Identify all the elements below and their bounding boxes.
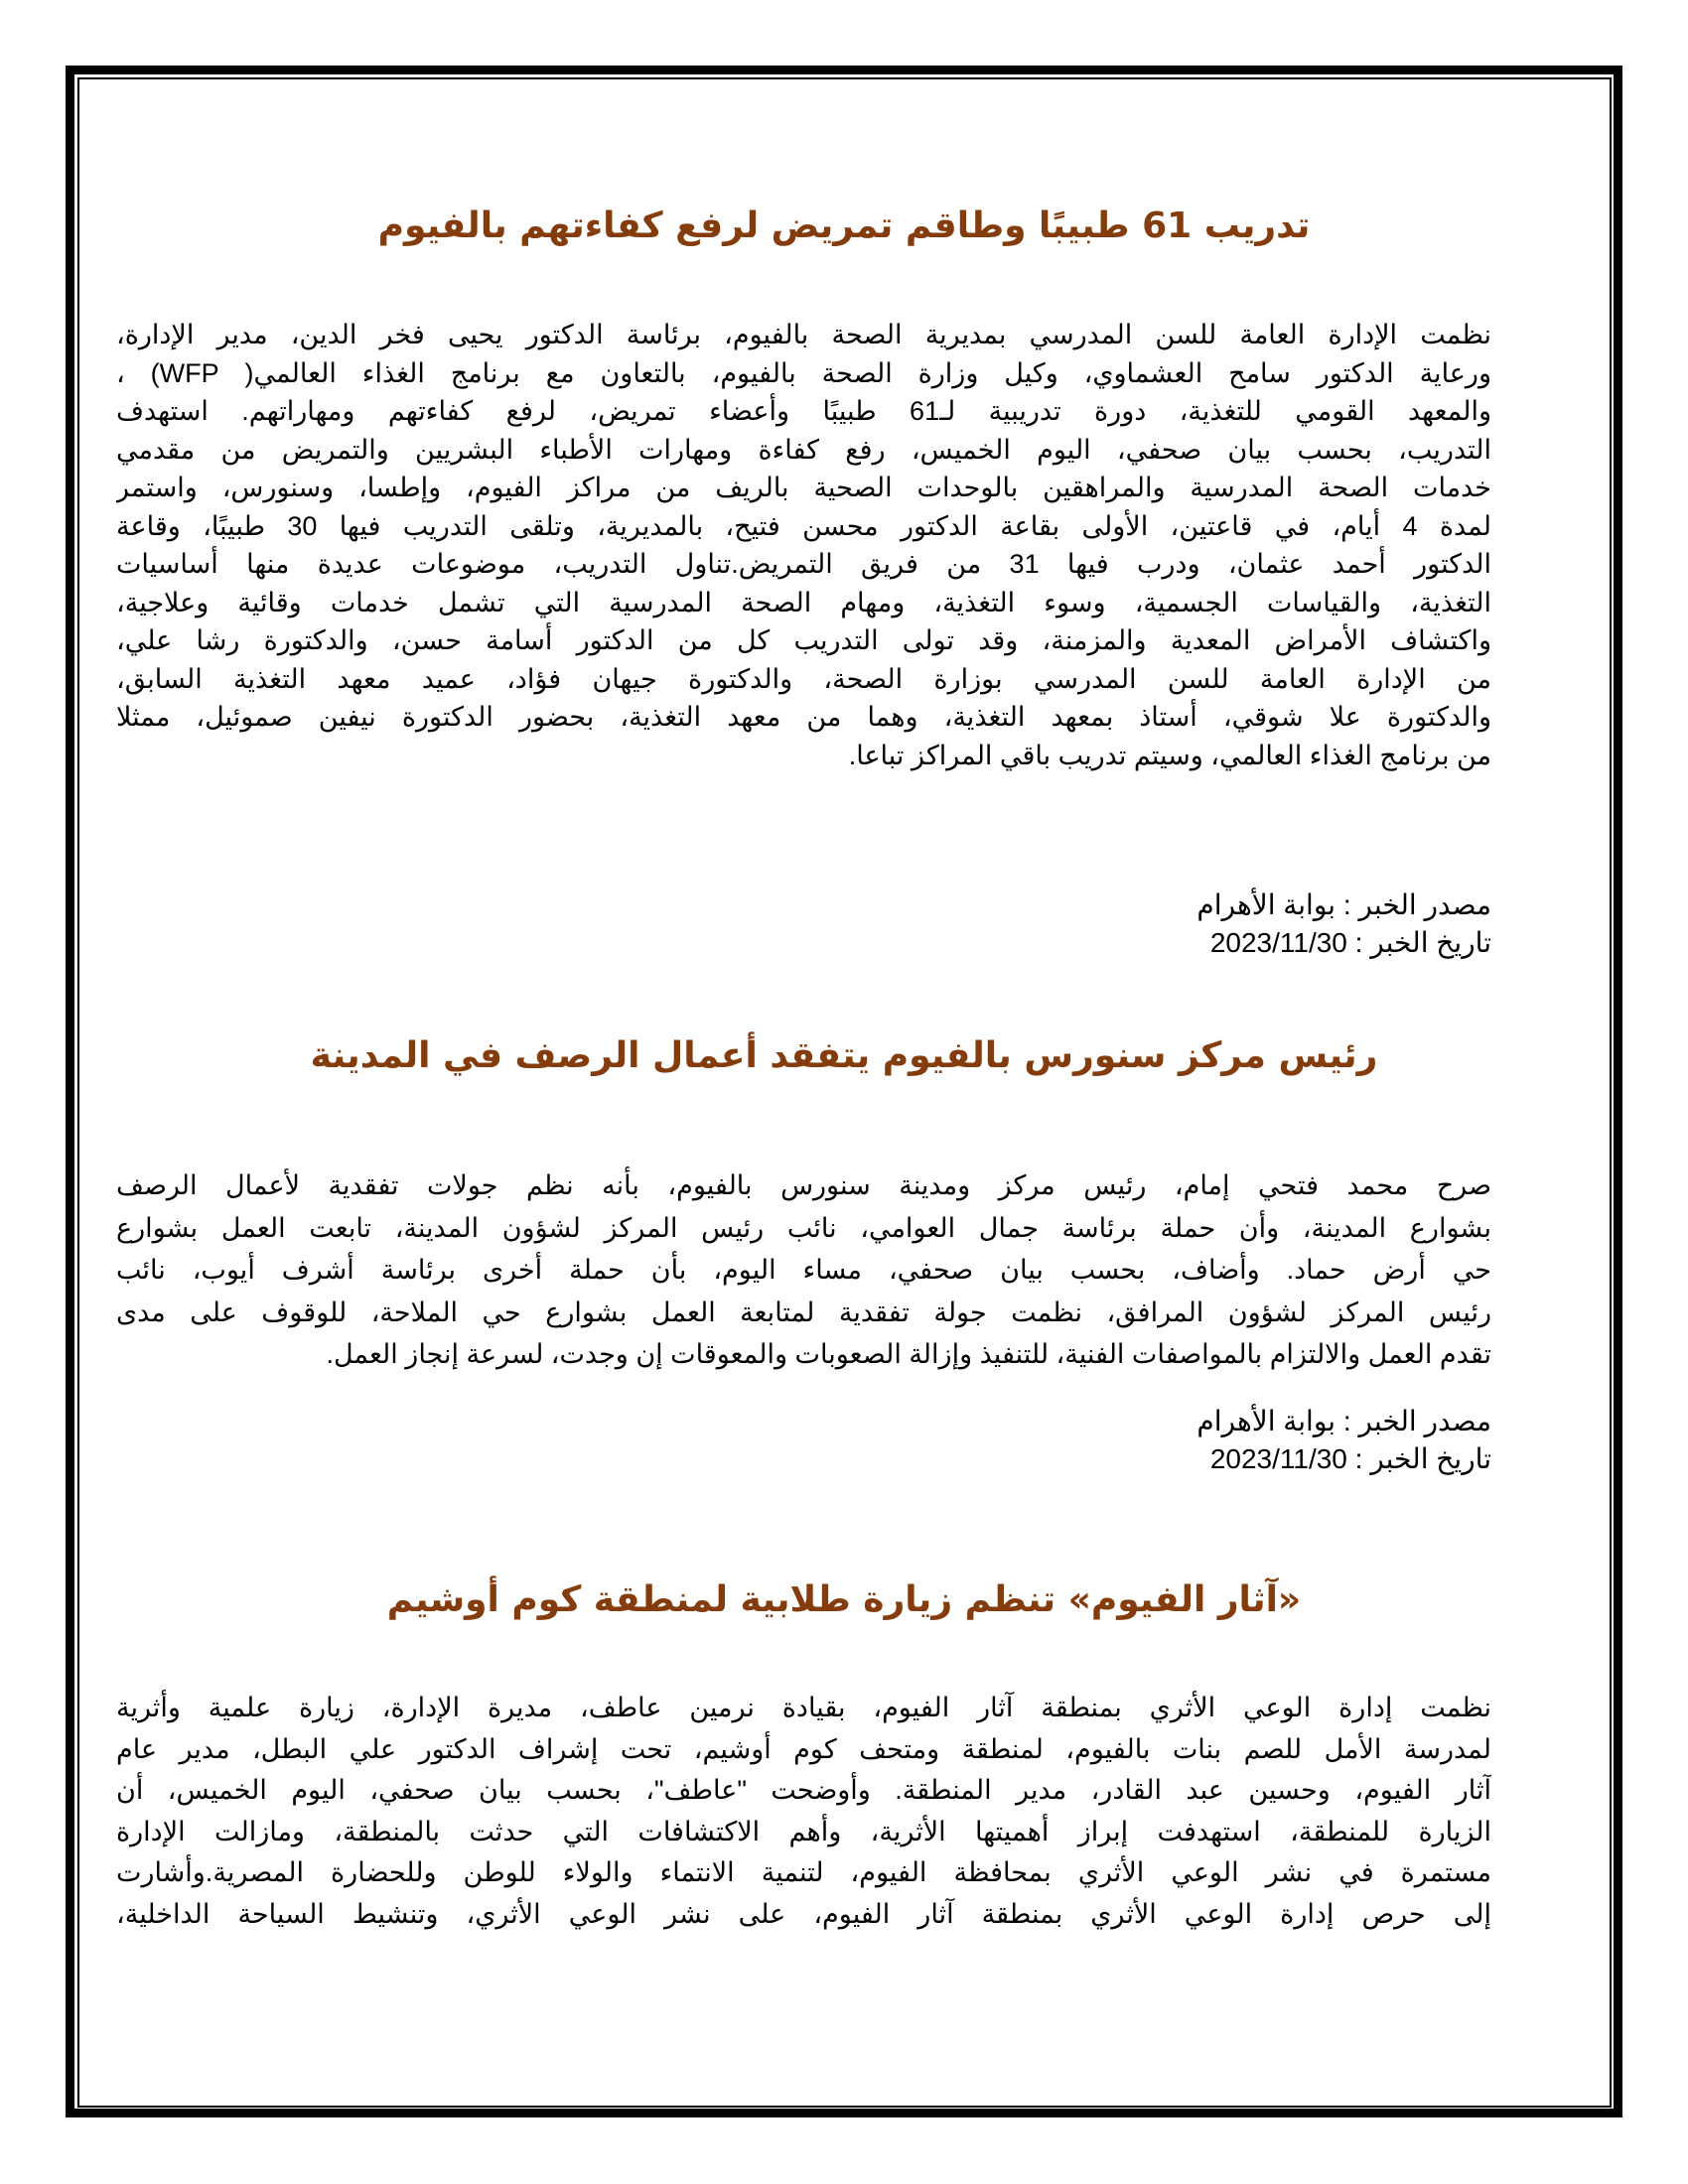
article-1-title: تدريب 61 طبيبًا وطاقم تمريض لرفع كفاءتهم بالفيوم <box>377 205 1311 246</box>
article-1-line: التغذية، والقياسات الجسمية، وسوء التغذية، ومهام الصحة المدرسية التي تشمل خدمات وقائية وعلاجية، <box>116 587 1491 617</box>
article-1-line: خدمات الصحة المدرسية والمراهقين بالوحدات الصحية بالريف من مراكز الفيوم، وإطسا، وسنورس، واستمر <box>116 473 1491 502</box>
article-2-line: رئيس المركز لشؤون المرافق، نظمت جولة تفقدية لمتابعة العمل بشوارع حي الملاحة، للوقوف على مدى <box>116 1297 1491 1327</box>
article-2-date <box>796 1440 1491 1478</box>
article-1-date <box>796 924 1491 962</box>
article-2-body <box>116 1164 1491 1376</box>
article-3-line: آثار الفيوم، وحسين عبد القادر، مدير المنطقة. وأوضحت "عاطف"، بحسب بيان صحفي، اليوم الخميس، أن <box>116 1775 1491 1805</box>
article-1-line: والمعهد القومي للتغذية، دورة تدريبية لـ61 طبيبًا وأعضاء تمريض، لرفع كفاءتهم ومهاراتهم. استهدف <box>116 396 1491 426</box>
article-3-line: نظمت إدارة الوعي الأثري بمنطقة آثار الفيوم، بقيادة نرمين عاطف، مديرة الإدارة، زيارة علمية وأثرية <box>116 1693 1491 1722</box>
article-2-line: حي أرض حماد. وأضاف، بحسب بيان صحفي، مساء اليوم، بأن حملة أخرى برئاسة أشرف أيوب، نائب <box>116 1255 1491 1285</box>
article-1-meta <box>796 887 1491 962</box>
article-2-title: رئيس مركز سنورس بالفيوم يتفقد أعمال الرصف في المدينة <box>310 1035 1378 1076</box>
article-3-line: الزيارة للمنطقة، استهدفت إبراز أهميتها الأثرية، وأهم الاكتشافات التي حدثت بالمنطقة، ومازالت الإدارة <box>116 1816 1491 1846</box>
article-3-line: لمدرسة الأمل للصم بنات بالفيوم، لمنطقة ومتحف كوم أوشيم، تحت إشراف الدكتور علي البطل، مدير عام <box>116 1733 1491 1764</box>
article-1-line: لمدة 4 أيام، في قاعتين، الأولى بقاعة الدكتور محسن فتيح، بالمديرية، وتلقى التدريب فيها 30 طبيبًا، وقاعة <box>116 510 1491 541</box>
article-1-line: التدريب، بحسب بيان صحفي، اليوم الخميس، رفع كفاءة ومهارات الأطباء البشريين والتمريض من مقدمي <box>116 434 1491 465</box>
article-1-line: والدكتورة علا شوقي، أستاذ بمعهد التغذية، وهما من معهد التغذية، بحضور الدكتورة نيفين صموئيل، ممثلا <box>116 702 1491 732</box>
article-3-title: «آثار الفيوم» تنظم زيارة طلابية لمنطقة كوم أوشيم <box>386 1579 1302 1620</box>
article-3-body <box>116 1688 1491 1935</box>
article-1-line: الدكتور أحمد عثمان، ودرب فيها 31 من فريق التمريض.تناول التدريب، موضوعات عديدة منها أساسيات <box>116 549 1491 579</box>
article-1-source: مصدر الخبر : بوابة الأهرام <box>1196 889 1491 920</box>
article-3-line: مستمرة في نشر الوعي الأثري بمحافظة الفيوم، لتنمية الانتماء والولاء للوطن وللحضارة المصرية.وأشارت <box>116 1857 1491 1887</box>
article-1-line: ورعاية الدكتور سامح العشماوي، وكيل وزارة الصحة بالفيوم، بالتعاون مع برنامج الغذاء العالمي( WFP) ، <box>116 357 1491 388</box>
article-1-line: نظمت الإدارة العامة للسن المدرسي بمديرية الصحة بالفيوم، برئاسة الدكتور يحيى فخر الدين، مدير الإدارة، <box>116 320 1491 349</box>
article-2-line: بشوارع المدينة، وأن حملة برئاسة جمال العوامي، نائب رئيس المركز لشؤون المدينة، تابعت العمل بشوارع <box>116 1212 1491 1243</box>
article-2-source: مصدر الخبر : بوابة الأهرام <box>1196 1406 1491 1436</box>
article-3-line: إلى حرص إدارة الوعي الأثري بمنطقة آثار الفيوم، على نشر الوعي الأثري، وتنشيط السياحة الداخلية، <box>116 1898 1491 1929</box>
article-1-date-label: تاريخ الخبر : <box>1346 927 1491 958</box>
article-2-line: تقدم العمل والالتزام بالمواصفات الفنية، للتنفيذ وإزالة الصعوبات والمعوقات إن وجدت، لسرعة إنجاز العمل. <box>326 1339 1491 1369</box>
article-1-date-value: 2023/11/30 <box>1209 927 1347 958</box>
article-1-body <box>116 316 1491 774</box>
article-1-line: واكتشاف الأمراض المعدية والمزمنة، وقد تولى التدريب كل من الدكتور أسامة حسن، والدكتورة رشا علي، <box>116 625 1491 655</box>
article-1-line: من الإدارة العامة للسن المدرسي بوزارة الصحة، والدكتورة جيهان فؤاد، عميد معهد التغذية السابق، <box>116 663 1491 694</box>
article-2-date-value: 2023/11/30 <box>1209 1443 1347 1474</box>
article-2-date-label: تاريخ الخبر : <box>1346 1443 1491 1474</box>
article-1-line: من برنامج الغذاء العالمي، وسيتم تدريب باقي المراكز تباعا. <box>848 740 1491 770</box>
article-2-line: صرح محمد فتحي إمام، رئيس مركز ومدينة سنورس بالفيوم، بأنه نظم جولات تفقدية لأعمال الرصف <box>116 1170 1491 1200</box>
article-2-meta <box>796 1403 1491 1478</box>
